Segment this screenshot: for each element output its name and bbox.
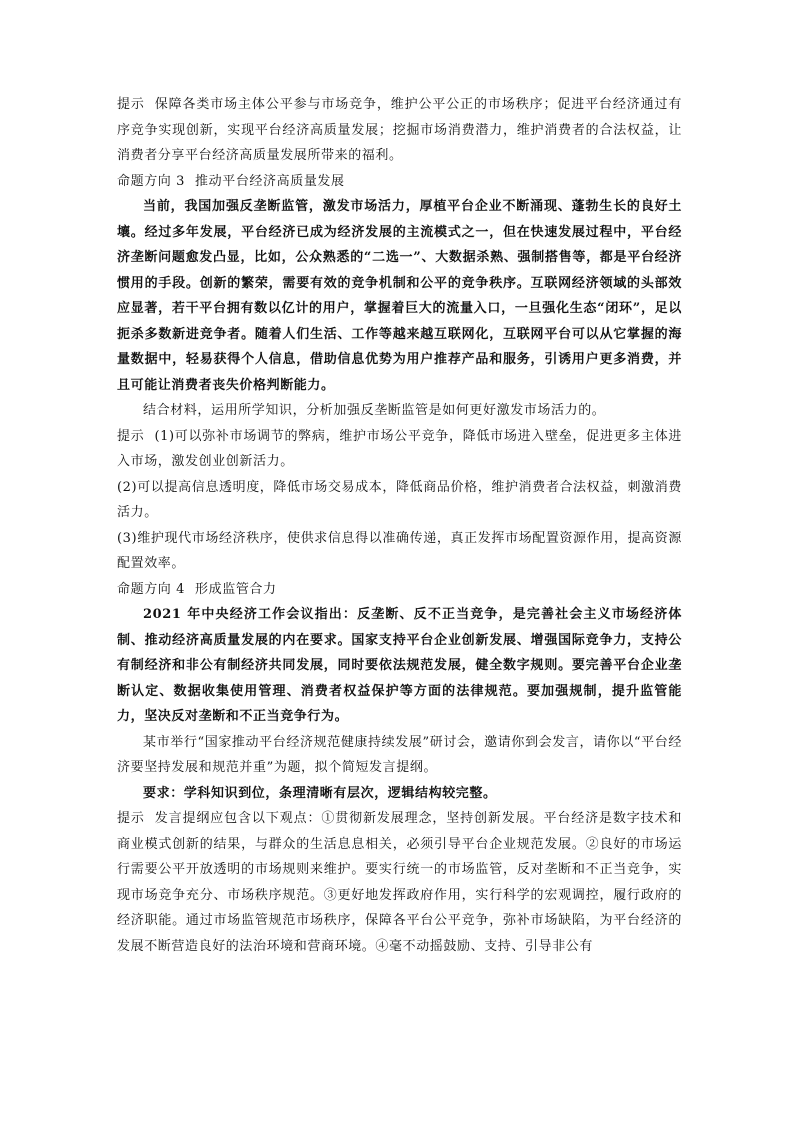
- answer-point: (2)可以提高信息透明度，降低市场交易成本，降低商品价格，维护消费者合法权益，刺激消费活力。: [117, 479, 682, 520]
- hint-label: 提示: [117, 811, 145, 826]
- section-heading: [117, 577, 682, 603]
- question-paragraph: 结合材料，运用所学知识，分析加强反垄断监管是如何更好激发市场活力的。: [143, 403, 606, 418]
- section-heading-title: 形成监管合力: [195, 581, 277, 597]
- section-heading-title: 推动平台经济高质量发展: [195, 173, 345, 189]
- material-paragraph: 2021 年中央经济工作会议指出：反垄断、反不正当竞争，是完善社会主义市场经济体制、推动经济高质量发展的内在要求。国家支持平台企业创新发展、增强国际竞争力，支持公有制经济和非公有制经济共同发展，同时要依法规范发展，健全数字规则。要完善平台企业垄断认定、数据收集使用管理、消费者权益保护等方面的法律规范。要加强规制，提升监管能力，坚决反对垄断和不正当竞争行为。: [117, 607, 682, 724]
- question-paragraph: 某市举行“国家推动平台经济规范健康持续发展”研讨会，邀请你到会发言，请你以“平台经济要坚持发展和规范并重”为题，拟个简短发言提纲。: [117, 734, 682, 775]
- answer-point: (3)维护现代市场经济秩序，使供求信息得以准确传递，真正发挥市场配置资源作用，提高资源配置效率。: [117, 530, 682, 571]
- section-heading-label: 命题方向 4: [117, 581, 186, 597]
- requirement-paragraph: 要求：学科知识到位，条理清晰有层次，逻辑结构较完整。: [143, 785, 497, 801]
- hint-text: (1)可以弥补市场调节的弊病，维护市场公平竞争，降低市场进入壁垒，促进更多主体进入市场，激发创业创新活力。: [117, 428, 683, 469]
- hint-paragraph: [117, 92, 682, 169]
- section-heading-label: 命题方向 3: [117, 173, 186, 189]
- hint-label: 提示: [117, 97, 145, 112]
- hint-paragraph: [117, 806, 682, 959]
- material-paragraph: 当前，我国加强反垄断监管，激发市场活力，厚植平台企业不断涌现、蓬勃生长的良好土壤。经过多年发展，平台经济已成为经济发展的主流模式之一，但在快速发展过程中，平台经济垄断问题愈发凸显，比如，公众熟悉的“二选一”、大数据杀熟、强制搭售等，都是平台经济惯用的手段。创新的繁荣，需要有效的竞争机制和公平的竞争秩序。互联网经济领域的头部效应显著，若干平台拥有数以亿计的用户，掌握着巨大的流量入口，一旦强化生态“闭环”，足以扼杀多数新进竞争者。随着人们生活、工作等越来越互联网化，互联网平台可以从它掌握的海量数据中，轻易获得个人信息，借助信息优势为用户推荐产品和服务，引诱用户更多消费，并且可能让消费者丧失价格判断能力。: [117, 199, 682, 393]
- hint-text: 保障各类市场主体公平参与市场竞争，维护公平公正的市场秩序；促进平台经济通过有序竞争实现创新，实现平台经济高质量发展；挖掘市场消费潜力，维护消费者的合法权益，让消费者分享平台经济高质量发展所带来的福利。: [117, 97, 682, 163]
- hint-paragraph: [117, 424, 682, 475]
- hint-text: 发言提纲应包含以下观点：①贯彻新发展理念，坚持创新发展。平台经济是数字技术和商业模式创新的结果，与群众的生活息息相关，必须引导平台企业规范发展。②良好的市场运行需要公平开放透明的市场规则来维护。要实行统一的市场监管，反对垄断和不正当竞争，实现市场竞争充分、市场秩序规范。③更好地发挥政府作用，实行科学的宏观调控，履行政府的经济职能。通过市场监管规范市场秩序，保障各平台公平竞争，弥补市场缺陷，为平台经济的发展不断营造良好的法治环境和营商环境。④毫不动摇鼓励、支持、引导非公有: [117, 811, 682, 954]
- section-heading: [117, 169, 682, 195]
- hint-label: 提示: [117, 428, 145, 444]
